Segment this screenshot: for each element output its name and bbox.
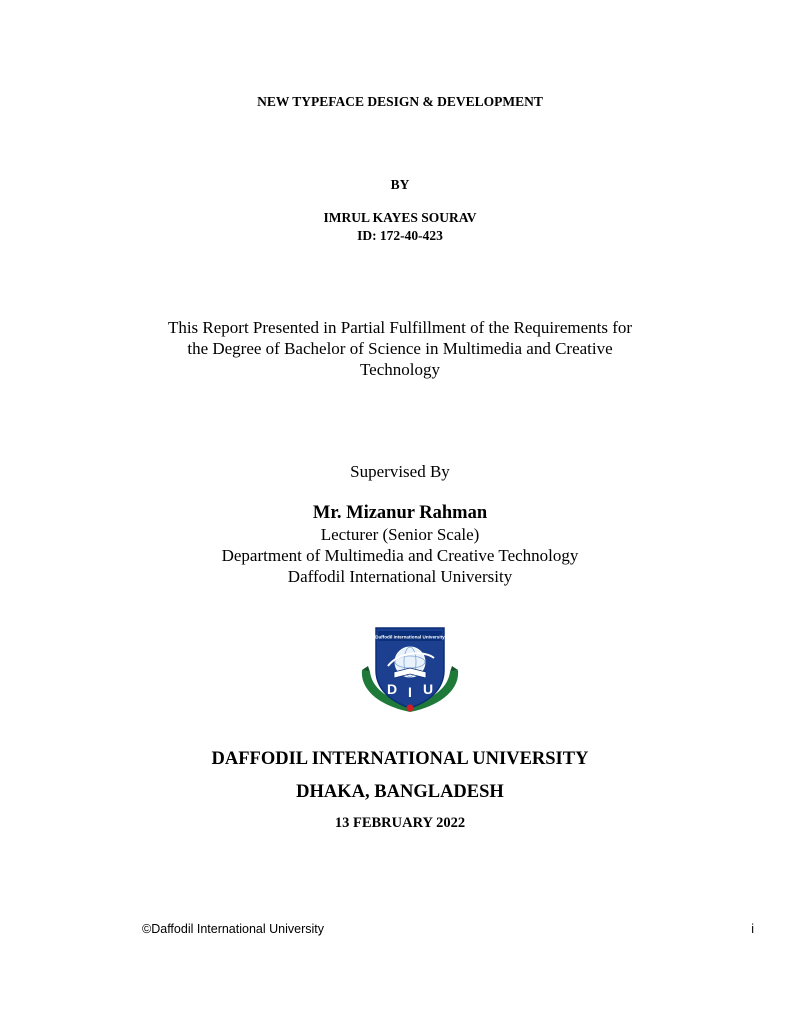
university-name: DAFFODIL INTERNATIONAL UNIVERSITY xyxy=(211,749,589,769)
statement-line: Technology xyxy=(359,360,440,379)
by-label: BY xyxy=(390,177,410,192)
university-location: DHAKA, BANGLADESH xyxy=(296,782,504,802)
report-title: NEW TYPEFACE DESIGN & DEVELOPMENT xyxy=(257,94,543,109)
supervisor-university: Daffodil International University xyxy=(287,567,513,586)
statement-line: This Report Presented in Partial Fulfillment of the Requirements for xyxy=(167,318,633,337)
supervisor-department: Department of Multimedia and Creative Technology xyxy=(221,546,579,565)
logo-banner-text: Daffodil International University xyxy=(375,634,445,640)
red-dot-icon xyxy=(407,705,414,712)
page-number: i xyxy=(751,922,754,936)
logo-letter-i: I xyxy=(408,684,412,700)
report-date: 13 FEBRUARY 2022 xyxy=(334,815,466,831)
logo-letter-d: D xyxy=(386,681,398,697)
author-name: IMRUL KAYES SOURAV xyxy=(323,210,477,225)
statement-line: the Degree of Bachelor of Science in Multimedia and Creative xyxy=(187,339,613,358)
supervisor-title: Lecturer (Senior Scale) xyxy=(320,525,480,544)
logo-letter-u: U xyxy=(422,681,434,697)
supervisor-name: Mr. Mizanur Rahman xyxy=(312,503,488,523)
university-logo xyxy=(358,622,462,716)
author-id: ID: 172-40-423 xyxy=(357,228,443,243)
degree-statement xyxy=(120,317,680,380)
footer-copyright: ©Daffodil International University xyxy=(142,922,324,936)
supervised-by-label: Supervised By xyxy=(350,462,450,481)
